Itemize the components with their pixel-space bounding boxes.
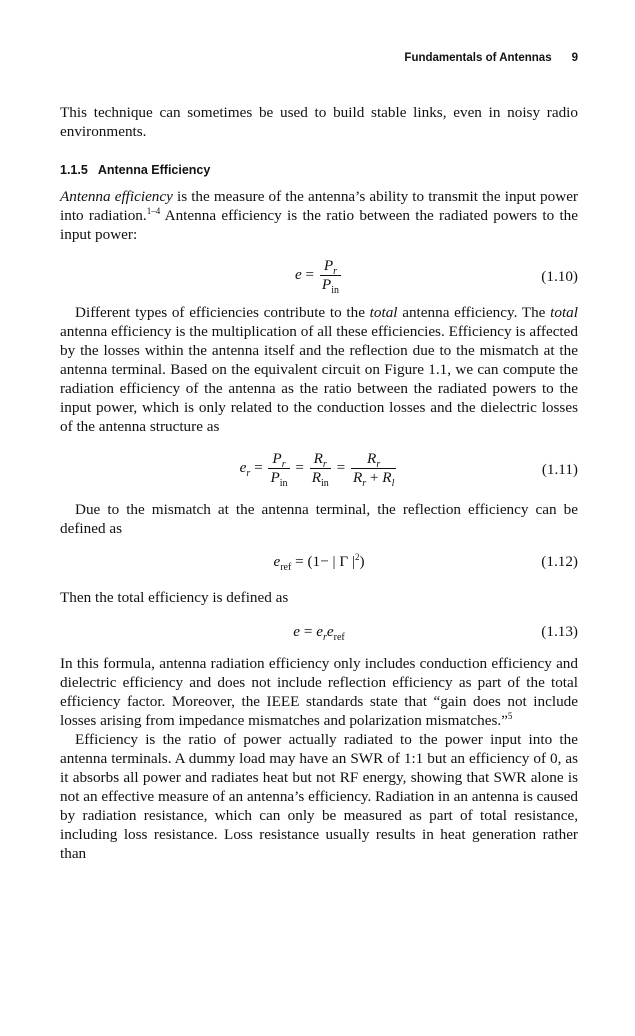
running-header-title: Fundamentals of Antennas — [404, 52, 552, 64]
eq-operator: = — [300, 622, 317, 640]
eq-subscript: r — [246, 468, 251, 480]
eq-symbol: P — [272, 450, 282, 468]
eq-symbol: e — [239, 459, 247, 477]
paragraph-text: is the measure of the antenna’s ability to transmit the input power into radiation. — [60, 188, 578, 225]
page-body — [60, 52, 578, 864]
term-antenna-efficiency: Antenna efficiency — [60, 188, 173, 206]
paragraph-text: antenna efficiency is the multiplication of all these efficiencies. Efficiency is affected by the losses within the antenna itself and the reflection due to the mismatch at the antenna terminal. Based on the equivalent circuit on Figure 1.1, we can compute the radiation efficiency of the antenna as the ratio between the radiated powers to the input power, which is only related to the conduction losses and the dielectric losses of the antenna structure as — [60, 322, 578, 436]
eq-subscript: r — [322, 631, 327, 643]
emphasis: total — [550, 303, 578, 321]
eq-symbol: R — [311, 469, 321, 487]
page-number: 9 — [571, 52, 578, 64]
paragraph-text: antenna efficiency. The — [397, 303, 551, 321]
equation-1-11: $e_r$ = $\frac{P_r}{P_{in}}$ = $\frac{R_r}{R_{in}}$ = $\frac{R_r}{R_r + R_l}$ (1.11) — [239, 450, 578, 490]
equation-number: (1.13) — [541, 622, 578, 640]
paragraph-efficiency-types — [60, 303, 578, 437]
fraction — [351, 450, 396, 490]
fraction — [268, 450, 289, 490]
eq-symbol: P — [323, 256, 334, 274]
eq-subscript: in — [320, 478, 329, 490]
paragraph-swr: Efficiency is the ratio of power actually radiated to the power input into the antenna terminals. A dummy load may have an SWR of 1:1 but an efficiency of 0, as it absorbs all power and radiates heat but not RF energy, showing that SWR alone is not an effective measure of an antenna’s efficiency. Radiation in an antenna is caused by radiation resistance, which can only be measured as part of total resistance, including loss resistance. Loss resistance usually results in heat generation rather than — [60, 730, 578, 863]
eq-subscript: r — [362, 478, 367, 490]
eq-subscript: in — [279, 478, 288, 490]
equation-number: (1.11) — [541, 461, 578, 479]
eq-expression: ) — [359, 553, 365, 571]
eq-symbol: e — [316, 622, 323, 640]
equation-number: (1.10) — [541, 267, 578, 285]
fraction — [320, 257, 341, 294]
eq-symbol: P — [270, 469, 280, 487]
paragraph-reflection-efficiency: Due to the mismatch at the antenna terminal, the reflection efficiency can be defined as — [60, 501, 578, 538]
eq-symbol: e — [293, 622, 301, 640]
reference-5: 5 — [507, 710, 513, 721]
eq-symbol: R — [382, 469, 392, 487]
eq-superscript: 2 — [354, 552, 360, 563]
equation-number: (1.12) — [541, 553, 578, 571]
section-number: 1.1.5 — [60, 163, 88, 178]
paragraph-text: In this formula, antenna radiation efficiency only includes conduction efficiency and dielectric efficiency and does not include reflection efficiency as part of the total efficiency factor. Moreover, the IEEE standards state that “gain does not include losses arising from impedance mismatches and polarization mismatches.” — [60, 654, 578, 729]
paragraph-total-efficiency: Then the total efficiency is defined as — [60, 589, 289, 607]
equation-1-13 — [60, 622, 578, 652]
equation-1-12: $e_{ref} = (1-$ | Γ $|^2$) (1.12) — [273, 552, 578, 574]
eq-subscript: in — [331, 284, 339, 296]
eq-symbol: P — [321, 275, 332, 293]
section-heading — [60, 161, 578, 180]
emphasis: total — [369, 303, 398, 321]
paragraph-text: Different types of efficiencies contribute to the — [75, 303, 370, 321]
eq-subscript: ref — [333, 631, 345, 643]
eq-subscript: r — [322, 459, 327, 471]
paragraph-text: Antenna efficiency is the ratio between the radiated powers to the input power: — [60, 207, 579, 244]
eq-subscript: r — [281, 459, 286, 471]
intro-paragraph: This technique can sometimes be used to build stable links, even in noisy radio environments. — [60, 104, 578, 141]
eq-symbol: e — [295, 265, 302, 283]
reference-1-4: 1–4 — [146, 206, 161, 217]
eq-symbol: R — [313, 450, 323, 468]
eq-subscript: l — [391, 478, 395, 490]
eq-subscript: r — [376, 459, 381, 471]
eq-subscript: ref — [280, 562, 292, 574]
equation-1-10: e = $\frac{P_r}{P_{in}}$ (1.10) — [295, 256, 578, 296]
eq-symbol: R — [367, 450, 377, 468]
fraction — [310, 450, 331, 490]
eq-symbol: e — [326, 622, 334, 640]
section-title: Antenna Efficiency — [97, 163, 211, 178]
eq-symbol: e — [273, 553, 281, 571]
eq-operator: + — [366, 469, 383, 487]
eq-subscript: r — [333, 265, 338, 277]
paragraph-definition — [60, 187, 578, 244]
paragraph-ieee — [60, 654, 578, 730]
eq-expression: (1− | Γ | — [307, 553, 355, 571]
eq-symbol: R — [352, 469, 363, 487]
